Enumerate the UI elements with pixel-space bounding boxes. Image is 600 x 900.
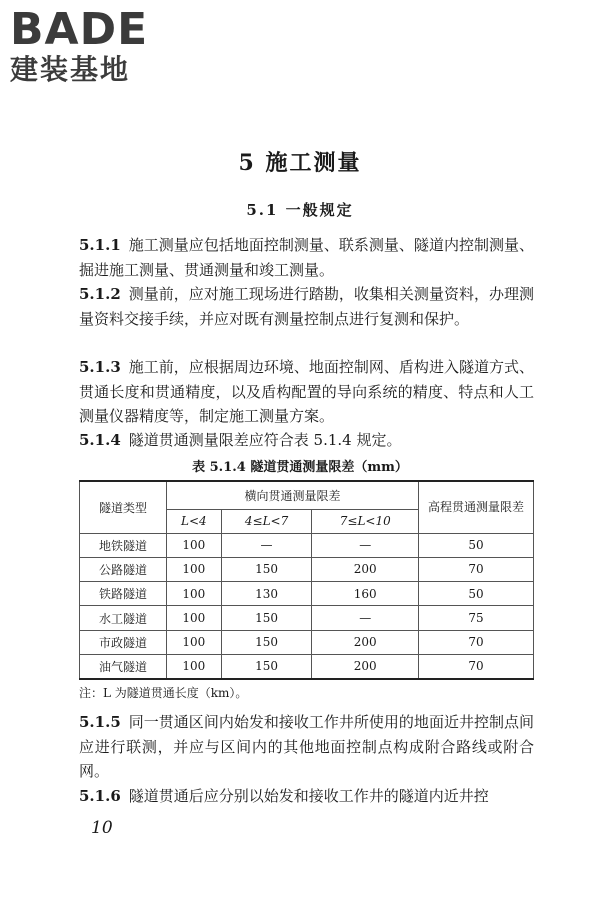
cell-value: 100 <box>167 557 222 581</box>
header-vertical: 高程贯通测量限差 <box>419 481 534 533</box>
clause-text: 施工测量应包括地面控制测量、联系测量、隧道内控制测量、掘进施工测量、贯通测量和竣工测量。 <box>79 236 534 279</box>
cell-type: 市政隧道 <box>80 630 167 654</box>
table-row <box>80 557 534 581</box>
clause-number: 5.1.5 <box>79 713 121 731</box>
cell-value: 160 <box>312 582 419 606</box>
cell-value: 200 <box>312 654 419 678</box>
clause-number: 5.1.6 <box>79 787 121 805</box>
clause-number: 5.1.1 <box>79 236 121 254</box>
cell-value: 70 <box>419 557 534 581</box>
cell-value: 100 <box>167 606 222 630</box>
clause-text: 同一贯通区间内始发和接收工作井所使用的地面近井控制点间应进行联测，并应与区间内的其他地面控制点构成附合路线或附合网。 <box>79 713 534 780</box>
clause-5-1-4 <box>79 428 534 453</box>
clause-text: 隧道贯通后应分别以始发和接收工作井的隧道内近井控 <box>128 787 489 805</box>
table-row <box>80 654 534 678</box>
cell-value: — <box>312 533 419 557</box>
table-row <box>80 533 534 557</box>
subheader-range: 7≤L<10 <box>312 509 419 533</box>
cell-type: 公路隧道 <box>80 557 167 581</box>
subheader-range: 4≤L<7 <box>221 509 312 533</box>
cell-value: 100 <box>167 582 222 606</box>
cell-value: 70 <box>419 630 534 654</box>
table-row <box>80 582 534 606</box>
clause-5-1-2 <box>79 282 534 331</box>
cell-value: 200 <box>312 630 419 654</box>
header-horizontal: 横向贯通测量限差 <box>167 481 419 509</box>
cell-value: 100 <box>167 533 222 557</box>
logo <box>10 6 180 86</box>
cell-value: 50 <box>419 533 534 557</box>
tolerance-table <box>79 480 534 680</box>
cell-value: 200 <box>312 557 419 581</box>
cell-type: 水工隧道 <box>80 606 167 630</box>
cell-value: 100 <box>167 630 222 654</box>
cell-value: 100 <box>167 654 222 678</box>
logo-mark: BADE <box>10 4 149 55</box>
table-header-row <box>80 481 534 509</box>
chapter-title: 5 施工测量 <box>238 150 362 176</box>
cell-value: 50 <box>419 582 534 606</box>
clause-text: 隧道贯通测量限差应符合表 5.1.4 规定。 <box>128 431 402 449</box>
cell-value: 150 <box>221 606 312 630</box>
clause-text: 测量前，应对施工现场进行踏勘，收集相关测量资料，办理测量资料交接手续，并应对既有测量控制点进行复测和保护。 <box>79 285 534 328</box>
cell-value: 150 <box>221 654 312 678</box>
subheader-range: L<4 <box>167 509 222 533</box>
section-title: 5.1 一般规定 <box>246 201 354 219</box>
cell-value: 130 <box>221 582 312 606</box>
table-caption: 表 5.1.4 隧道贯通测量限差（mm） <box>192 460 408 475</box>
clause-number: 5.1.2 <box>79 285 121 303</box>
clause-5-1-3 <box>79 355 534 429</box>
cell-value: 75 <box>419 606 534 630</box>
clause-5-1-5 <box>79 710 534 784</box>
logo-subtitle: 建装基地 <box>10 53 131 86</box>
clause-5-1-1 <box>79 233 534 282</box>
table-note: 注：L 为隧道贯通长度（km）。 <box>79 686 248 700</box>
cell-value: — <box>221 533 312 557</box>
cell-type: 铁路隧道 <box>80 582 167 606</box>
clause-number: 5.1.4 <box>79 431 121 449</box>
table-row <box>80 630 534 654</box>
clause-5-1-6 <box>79 784 534 809</box>
cell-value: 150 <box>221 557 312 581</box>
page-number: 10 <box>91 818 113 838</box>
table-row <box>80 606 534 630</box>
clause-text: 施工前，应根据周边环境、地面控制网、盾构进入隧道方式、贯通长度和贯通精度，以及盾构配置的导向系统的精度、特点和人工测量仪器精度等，制定施工测量方案。 <box>79 358 534 425</box>
header-tunnel-type: 隧道类型 <box>80 481 167 533</box>
clause-number: 5.1.3 <box>79 358 121 376</box>
cell-value: — <box>312 606 419 630</box>
cell-type: 地铁隧道 <box>80 533 167 557</box>
cell-value: 150 <box>221 630 312 654</box>
cell-type: 油气隧道 <box>80 654 167 678</box>
cell-value: 70 <box>419 654 534 678</box>
